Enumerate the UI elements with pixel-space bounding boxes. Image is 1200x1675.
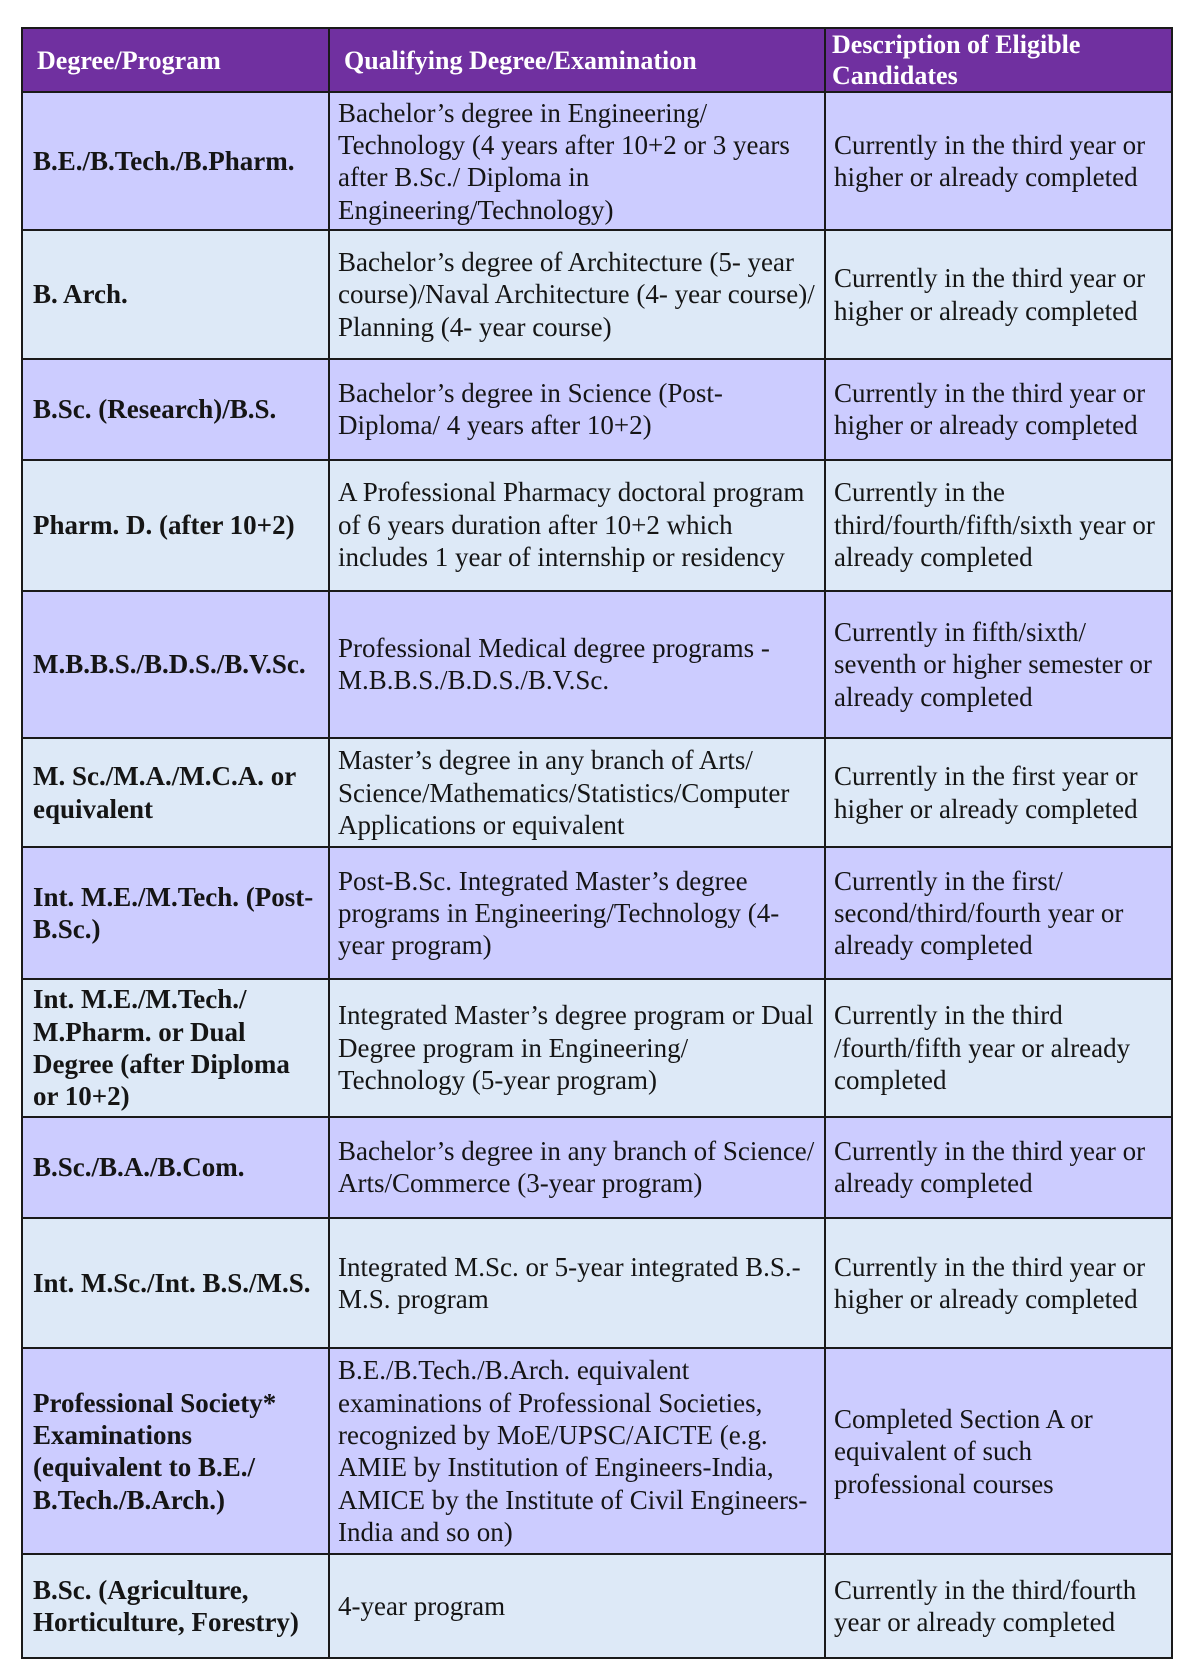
header-degree-program: Degree/Program [22, 28, 329, 92]
header-eligible-candidates: Description of Eligible Candidates [825, 28, 1172, 92]
table-row [22, 359, 1172, 460]
qualifying-cell: A Professional Pharmacy doctoral program of 6 years duration after 10+2 which includes 1 year of internship or residency [329, 460, 825, 591]
eligible-cell: Currently in the first/ second/third/fourth year or already completed [825, 847, 1172, 979]
table-row [22, 92, 1172, 230]
degree-cell: Professional Society* Examinations (equivalent to B.E./ B.Tech./B.Arch.) [22, 1348, 329, 1554]
degree-cell: B. Arch. [22, 230, 329, 359]
table-row [22, 847, 1172, 979]
eligible-cell: Currently in the first year or higher or already completed [825, 738, 1172, 847]
qualifying-cell: 4-year program [329, 1554, 825, 1658]
table-row [22, 591, 1172, 739]
qualifying-cell: Integrated M.Sc. or 5-year integrated B.S.-M.S. program [329, 1218, 825, 1349]
degree-cell: B.Sc. (Research)/B.S. [22, 359, 329, 460]
degree-cell: M.B.B.S./B.D.S./B.V.Sc. [22, 591, 329, 739]
eligible-cell: Currently in the third/fourth year or already completed [825, 1554, 1172, 1658]
qualifying-cell: Master’s degree in any branch of Arts/ Science/Mathematics/Statistics/Computer Applications or equivalent [329, 738, 825, 847]
qualifying-cell: Post-B.Sc. Integrated Master’s degree programs in Engineering/Technology (4-year program) [329, 847, 825, 979]
eligible-cell: Currently in the third year or higher or already completed [825, 92, 1172, 230]
degree-cell: Int. M.Sc./Int. B.S./M.S. [22, 1218, 329, 1349]
qualifying-cell: Bachelor’s degree of Architecture (5- year course)/Naval Architecture (4- year course)/ Planning (4- year course) [329, 230, 825, 359]
qualifying-cell: Integrated Master’s degree program or Dual Degree program in Engineering/ Technology (5-year program) [329, 979, 825, 1117]
table-header-row [22, 28, 1172, 92]
qualifying-cell: Bachelor’s degree in any branch of Science/ Arts/Commerce (3-year program) [329, 1117, 825, 1218]
table-row [22, 1218, 1172, 1349]
eligible-cell: Currently in the third year or higher or already completed [825, 1218, 1172, 1349]
table-row [22, 738, 1172, 847]
eligibility-table [21, 27, 1173, 1659]
header-qualifying-degree: Qualifying Degree/Examination [329, 28, 825, 92]
degree-cell: Pharm. D. (after 10+2) [22, 460, 329, 591]
qualifying-cell: B.E./B.Tech./B.Arch. equivalent examinations of Professional Societies, recognized by MoE/UPSC/AICTE (e.g. AMIE by Institution of Engineers-India, AMICE by the Institute of Civil Engineers-India and so on) [329, 1348, 825, 1554]
qualifying-cell: Bachelor’s degree in Engineering/ Technology (4 years after 10+2 or 3 years after B.Sc./ Diploma in Engineering/Technology) [329, 92, 825, 230]
degree-cell: B.Sc. (Agriculture, Horticulture, Forestry) [22, 1554, 329, 1658]
table-row [22, 460, 1172, 591]
degree-cell: B.E./B.Tech./B.Pharm. [22, 92, 329, 230]
table-row [22, 1117, 1172, 1218]
table-row [22, 1348, 1172, 1554]
table-row [22, 1554, 1172, 1658]
eligible-cell: Currently in the third/fourth/fifth/sixth year or already completed [825, 460, 1172, 591]
qualifying-cell: Bachelor’s degree in Science (Post-Diploma/ 4 years after 10+2) [329, 359, 825, 460]
eligible-cell: Currently in the third year or higher or already completed [825, 359, 1172, 460]
eligible-cell: Currently in the third year or already completed [825, 1117, 1172, 1218]
table-row [22, 230, 1172, 359]
degree-cell: Int. M.E./M.Tech./ M.Pharm. or Dual Degree (after Diploma or 10+2) [22, 979, 329, 1117]
eligible-cell: Currently in fifth/sixth/ seventh or higher semester or already completed [825, 591, 1172, 739]
table-row [22, 979, 1172, 1117]
eligible-cell: Currently in the third /fourth/fifth year or already completed [825, 979, 1172, 1117]
eligible-cell: Completed Section A or equivalent of such professional courses [825, 1348, 1172, 1554]
cropped-heading-fragment [470, 0, 550, 8]
degree-cell: M. Sc./M.A./M.C.A. or equivalent [22, 738, 329, 847]
degree-cell: Int. M.E./M.Tech. (Post-B.Sc.) [22, 847, 329, 979]
degree-cell: B.Sc./B.A./B.Com. [22, 1117, 329, 1218]
qualifying-cell: Professional Medical degree programs - M.B.B.S./B.D.S./B.V.Sc. [329, 591, 825, 739]
eligible-cell: Currently in the third year or higher or already completed [825, 230, 1172, 359]
